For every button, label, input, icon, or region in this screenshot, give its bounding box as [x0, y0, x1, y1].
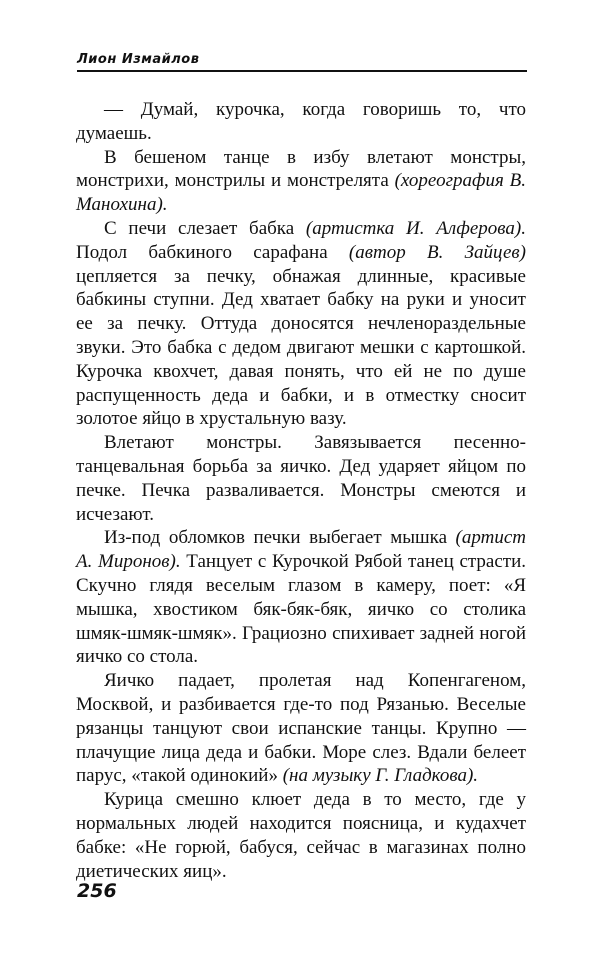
- text-run: В бешеном танце в избу влетают монстры, монстрихи, монстрилы и монстрелята: [76, 146, 526, 192]
- text-run: С печи слезает бабка: [104, 217, 306, 239]
- italic-credit: (автор В. Зайцев): [348, 241, 526, 263]
- text-run: Курица смешно клюет деда в то место, где у нормальных людей находится поясница, и кудахчет бабке: «Не горюй, бабуся, сейчас в магазинах полно диетических яиц».: [76, 789, 526, 882]
- text-run: — Думай, курочка, когда говоришь то, что думаешь.: [76, 99, 526, 144]
- paragraph: [76, 98, 526, 146]
- italic-credit: (на музыку Г. Гладкова).: [282, 765, 479, 787]
- paragraph: [76, 669, 526, 788]
- paragraph: [76, 526, 526, 669]
- text-run: цепляется за печку, обнажая длинные, красивые бабкины ступни. Дед хватает бабку на руки и уносит ее за печку. Оттуда доносятся нечленораздельные звуки. Это бабка с дедом двигают мешки с картошкой. Курочка квохчет, давая понять, что ей не по душе распущенность деда и бабки, и в отместку сносит золотое яйцо в хрустальную вазу.: [76, 265, 526, 430]
- paragraph: [76, 788, 526, 883]
- page-number: 256: [77, 880, 117, 902]
- running-header: [77, 46, 527, 72]
- paragraph: [76, 431, 526, 526]
- text-run: Подол бабкиного сарафана: [76, 241, 349, 263]
- paragraph: [76, 146, 526, 217]
- text-run: Из-под обломков печки выбегает мышка: [104, 527, 456, 549]
- text-run: Танцует с Курочкой Рябой танец страсти. Скучно глядя веселым глазом в камеру, поет: «Я мышка, хвостиком бяк-бяк-бяк, яичко со столика шмяк-шмяк-шмяк». Грациозно спихивает задней ногой яичко со стола.: [76, 551, 526, 668]
- paragraph: [76, 217, 526, 431]
- italic-credit: (артистка И. Алферова).: [305, 217, 526, 239]
- header-author: Лион Измайлов: [77, 52, 200, 67]
- body-text: [76, 98, 526, 883]
- italic-credit: (хореография В. Манохина).: [76, 170, 527, 216]
- text-run: Яичко падает, пролетая над Копенгагеном, Москвой, и разбивается где-то под Рязанью. Веселые рязанцы танцуют свои испанские танцы. Крупно — плачущие лица деда и бабки. Море слез. Вдали белеет парус, «такой одинокий»: [76, 670, 526, 787]
- text-run: Влетают монстры. Завязывается песенно-танцевальная борьба за яичко. Дед ударяет яйцом по печке. Печка разваливается. Монстры смеются и исчезают.: [76, 432, 526, 525]
- italic-credit: (артист А. Миронов).: [76, 527, 526, 573]
